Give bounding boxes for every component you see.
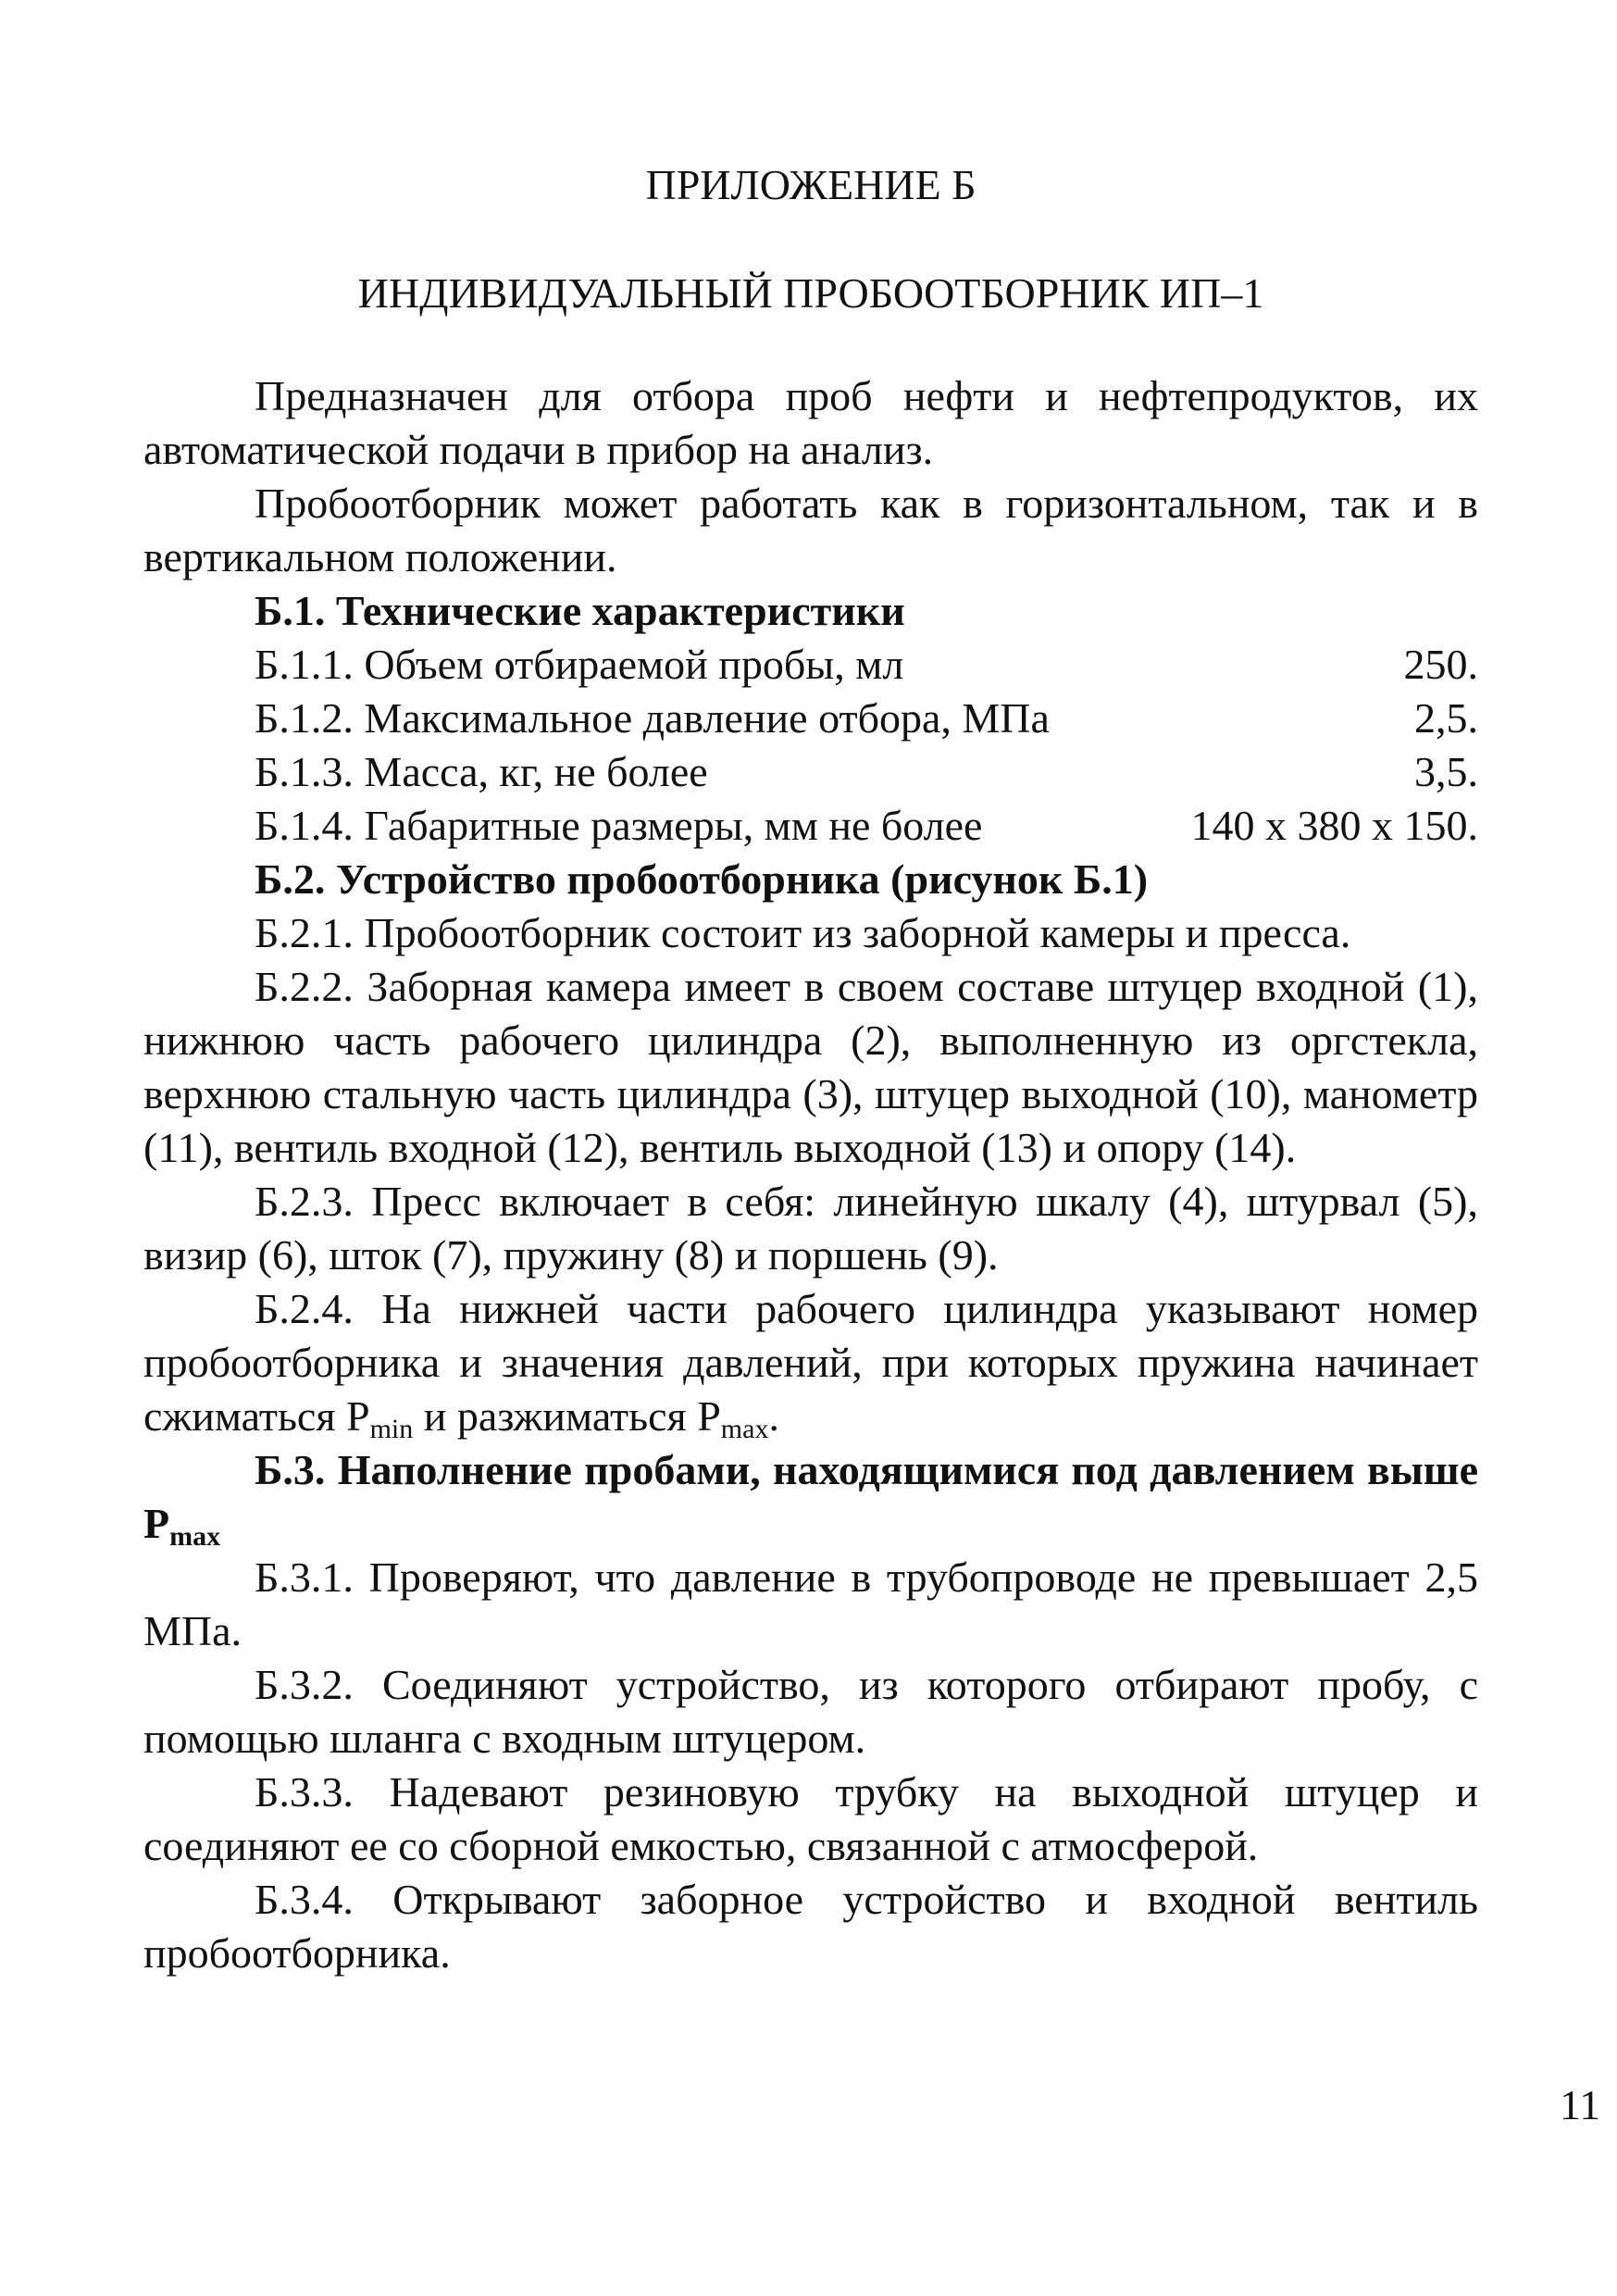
subscript-min: min bbox=[369, 1414, 414, 1444]
heading-text: Б.3. Наполнение пробами, находящимися под давлением выше P bbox=[143, 1446, 1478, 1547]
spec-row bbox=[143, 799, 1478, 853]
section-3-paragraph-4: Б.3.4. Открывают заборное устройство и входной вентиль пробоотборника. bbox=[143, 1876, 1478, 1977]
section-3-paragraph-2: Б.3.2. Соединяют устройство, из которого отбирают пробу, с помощью шланга с входным штуцером. bbox=[143, 1661, 1478, 1762]
spec-label: Б.1.2. Максимальное давление отбора, МПа bbox=[255, 694, 1050, 742]
intro-paragraph-2: Пробоотборник может работать как в горизонтальном, так и в вертикальном положении. bbox=[143, 480, 1478, 580]
subscript-max: max bbox=[720, 1414, 769, 1444]
section-3-paragraph-3: Б.3.3. Надевают резиновую трубку на выходной штуцер и соединяют ее со сборной емкостью, связанной с атмосферой. bbox=[143, 1768, 1478, 1869]
section-1-heading: Б.1. Технические характеристики bbox=[255, 587, 905, 634]
spec-value: 140 х 380 х 150. bbox=[1190, 802, 1478, 849]
spec-value: 3,5. bbox=[1414, 748, 1478, 795]
spec-label: Б.1.3. Масса, кг, не более bbox=[255, 748, 708, 795]
paragraph-text: и разжиматься P bbox=[413, 1392, 721, 1440]
appendix-title: ПРИЛОЖЕНИЕ Б bbox=[645, 161, 976, 208]
page-number: 11 bbox=[1560, 2081, 1601, 2128]
spec-row bbox=[143, 638, 1478, 692]
spec-row bbox=[143, 692, 1478, 745]
section-2-paragraph-2: Б.2.2. Заборная камера имеет в своем составе штуцер входной (1), нижнюю часть рабочего цилиндра (2), выполненную из оргстекла, верхнюю стальную часть цилиндра (3), штуцер выходной (10), манометр (11), вентиль входной (12), вентиль выходной (13) и опору (14). bbox=[143, 963, 1478, 1171]
document-body bbox=[143, 369, 1478, 1980]
spec-value: 2,5. bbox=[1414, 694, 1478, 742]
paragraph-end: . bbox=[768, 1392, 779, 1440]
section-2-paragraph-4 bbox=[143, 1282, 1478, 1443]
section-2-paragraph-3: Б.2.3. Пресс включает в себя: линейную шкалу (4), штурвал (5), визир (6), шток (7), пружину (8) и поршень (9). bbox=[143, 1178, 1478, 1279]
document-page bbox=[143, 0, 1601, 2296]
spec-row bbox=[143, 745, 1478, 799]
section-3-heading bbox=[143, 1443, 1478, 1551]
spec-label: Б.1.1. Объем отбираемой пробы, мл bbox=[255, 641, 904, 688]
paragraph-text: Б.2.4. На нижней части рабочего цилиндра указывают номер пробоотборника и значения давлений, при которых пружина начинает сжиматься P bbox=[143, 1285, 1478, 1440]
spec-value: 250. bbox=[1403, 641, 1478, 688]
section-2-paragraph-1: Б.2.1. Пробоотборник состоит из заборной камеры и пресса. bbox=[255, 909, 1351, 956]
intro-paragraph-1: Предназначен для отбора проб нефти и нефтепродуктов, их автоматической подачи в прибор на анализ. bbox=[143, 372, 1478, 473]
document-title: ИНДИВИДУАЛЬНЫЙ ПРОБООТБОРНИК ИП–1 bbox=[357, 269, 1264, 317]
subscript-max: max bbox=[169, 1521, 221, 1552]
section-2-heading: Б.2. Устройство пробоотборника (рисунок Б.1) bbox=[255, 855, 1149, 903]
section-3-paragraph-1: Б.3.1. Проверяют, что давление в трубопроводе не превышает 2,5 МПа. bbox=[143, 1554, 1478, 1654]
spec-label: Б.1.4. Габаритные размеры, мм не более bbox=[255, 802, 983, 849]
